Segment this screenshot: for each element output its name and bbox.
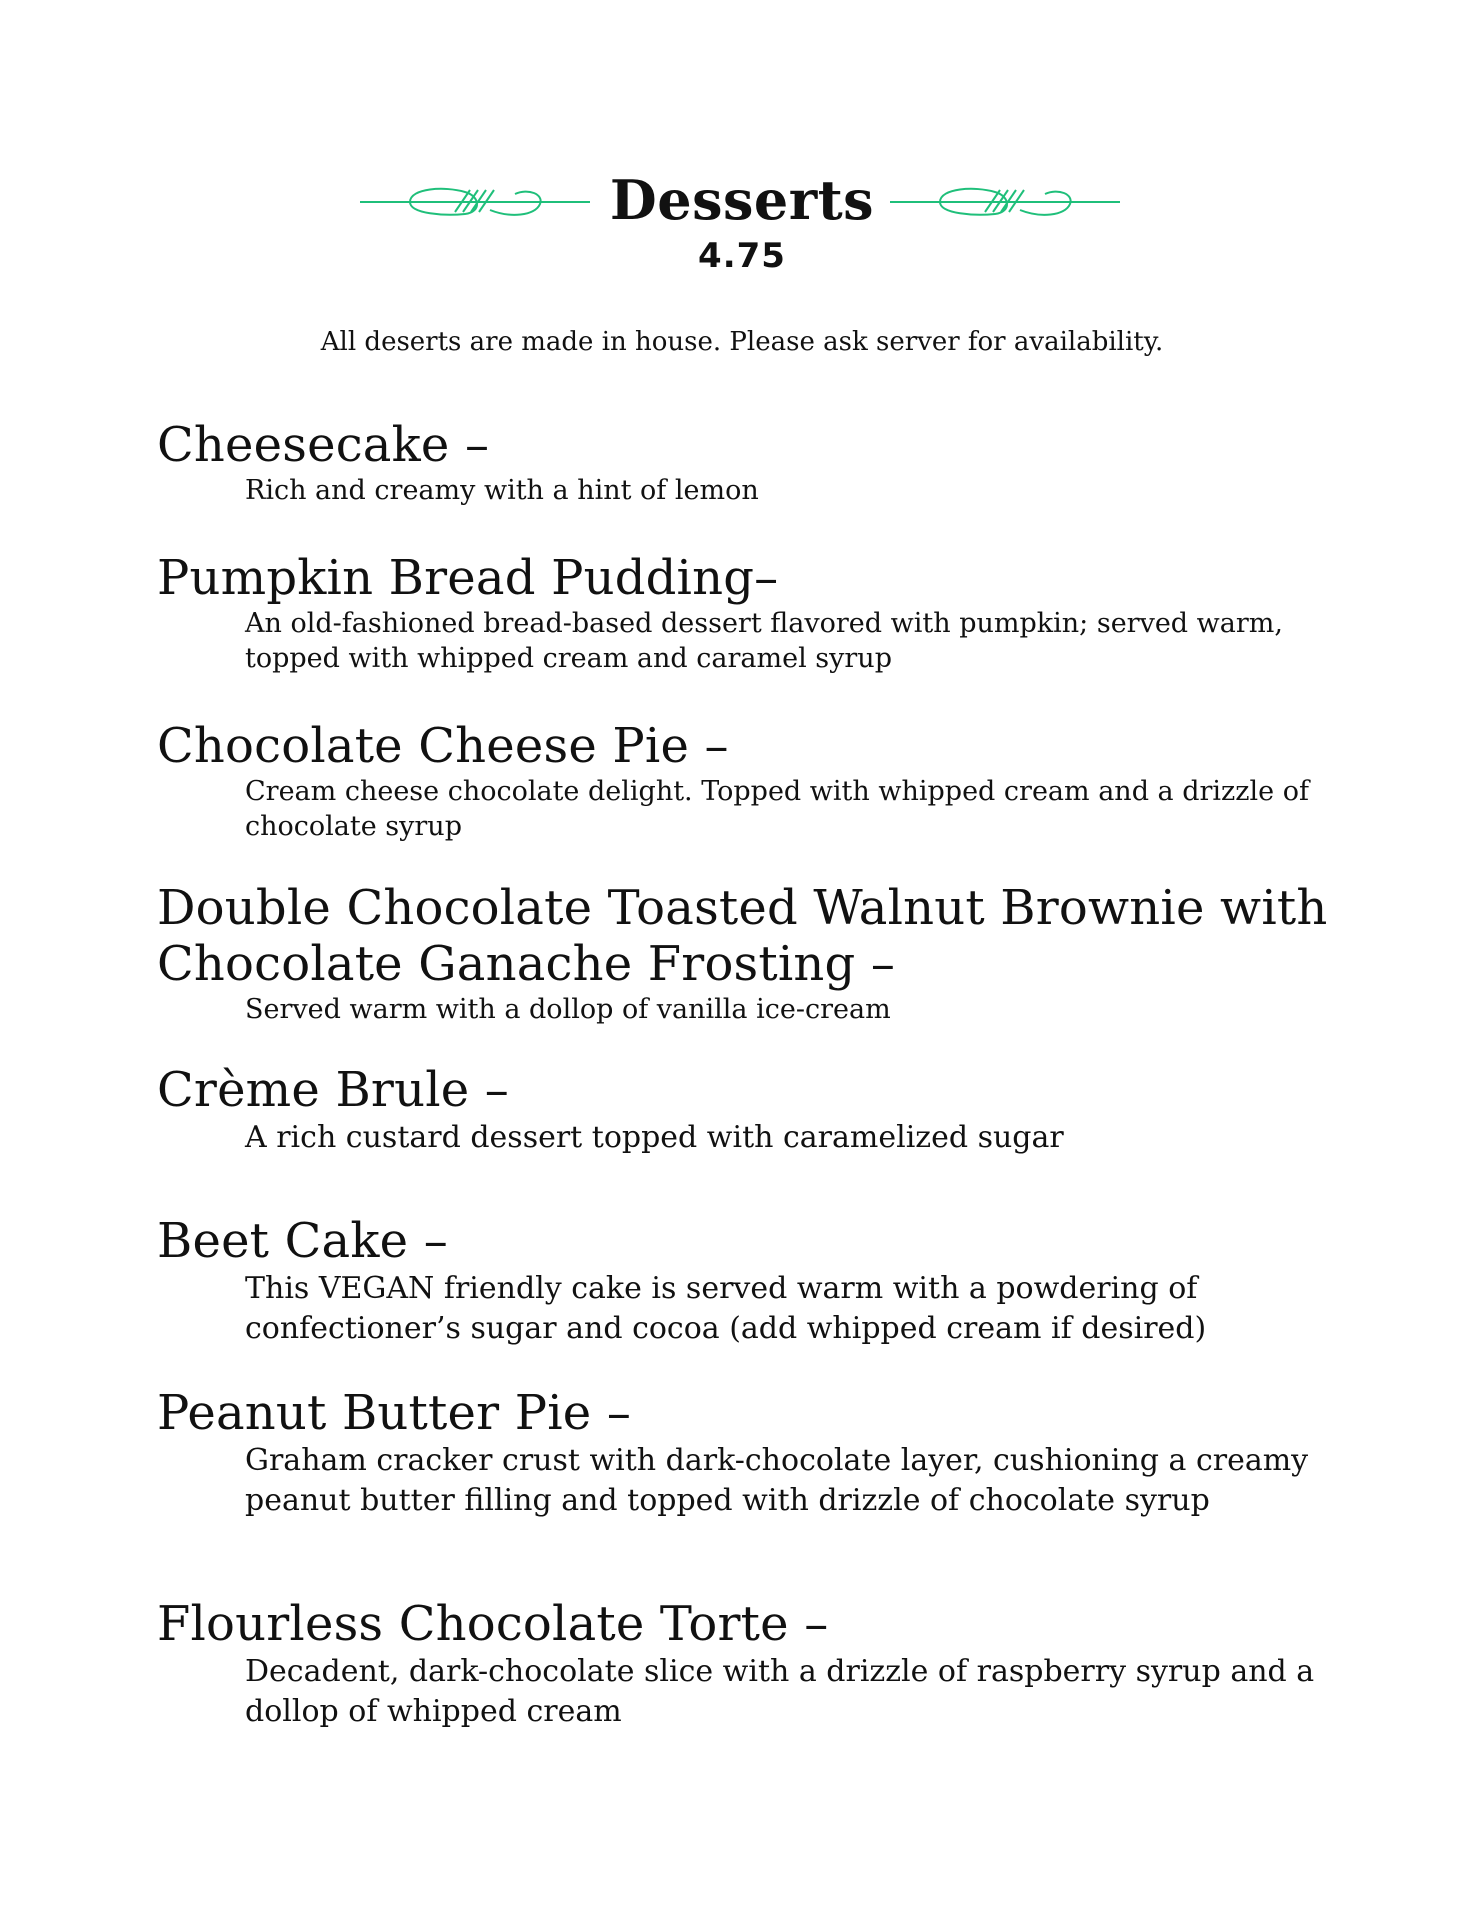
item-name: Double Chocolate Toasted Walnut Brownie with Chocolate Ganache Frosting – (157, 880, 1328, 992)
intro-text: All deserts are made in house. Please ask server for availability. (320, 327, 1164, 357)
item-description: A rich custard dessert topped with caramelized sugar (245, 1120, 1064, 1155)
item-description: Served warm with a dollop of vanilla ice-cream (245, 994, 891, 1025)
item-description: Decadent, dark-chocolate slice with a drizzle of raspberry syrup and a dollop of whipped cream (245, 1654, 1315, 1729)
item-name: Cheesecake – (157, 417, 490, 473)
flourish-ornament-icon (890, 182, 1120, 222)
page-title: Desserts (609, 168, 875, 232)
menu-item-walnut-brownie (157, 880, 1337, 1027)
menu-item-chocolate-cheese-pie (157, 718, 1337, 844)
item-description: This VEGAN friendly cake is served warm with a powdering of confectioner’s sugar and cocoa (add whipped cream if desired) (245, 1271, 1207, 1346)
menu-header (0, 170, 1484, 230)
menu-item-peanut-butter-pie (157, 1385, 1337, 1521)
item-name: Flourless Chocolate Torte – (157, 1596, 829, 1652)
item-name: Peanut Butter Pie – (157, 1385, 632, 1441)
menu-item-pumpkin-bread-pudding (157, 550, 1337, 676)
price: 4.75 (698, 236, 786, 276)
item-name: Pumpkin Bread Pudding– (157, 550, 779, 606)
item-name: Chocolate Cheese Pie – (157, 718, 729, 774)
menu-item-creme-brule (157, 1062, 1337, 1158)
item-name: Crème Brule – (157, 1062, 510, 1118)
menu-item-cheesecake (157, 417, 1337, 508)
item-description: Rich and creamy with a hint of lemon (245, 475, 759, 506)
item-description: Cream cheese chocolate delight. Topped with whipped cream and a drizzle of chocolate syrup (245, 776, 1309, 842)
item-name: Beet Cake – (157, 1213, 448, 1269)
menu-item-beet-cake (157, 1213, 1337, 1349)
menu-item-flourless-torte (157, 1596, 1337, 1732)
item-description: Graham cracker crust with dark-chocolate layer, cushioning a creamy peanut butter filling and topped with drizzle of chocolate syrup (245, 1443, 1309, 1518)
item-description: An old-fashioned bread-based dessert flavored with pumpkin; served warm, topped with whipped cream and caramel syrup (245, 608, 1283, 674)
